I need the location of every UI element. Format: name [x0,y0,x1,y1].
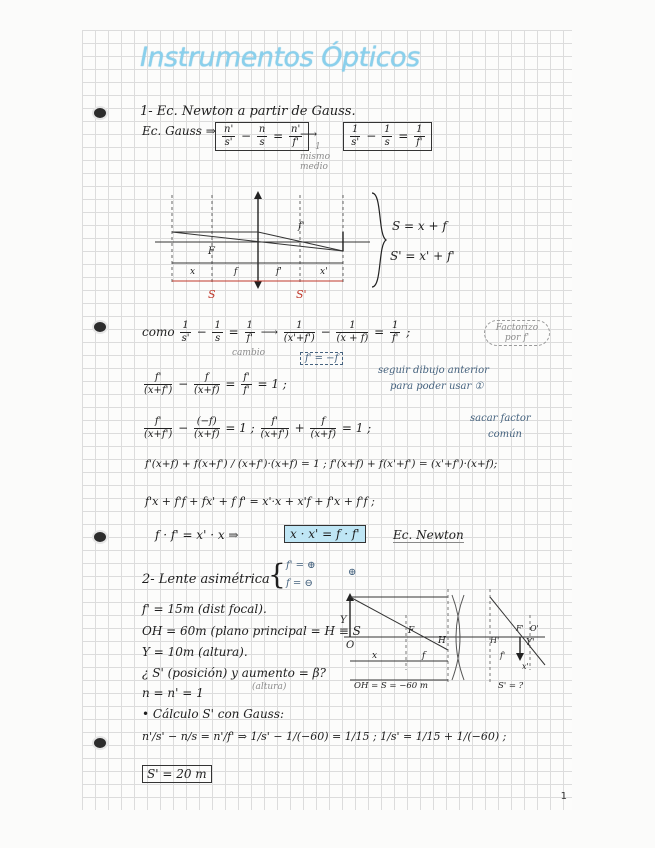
page-title: Instrumentos Ópticos [140,42,420,73]
page-margin [0,0,655,30]
label-OH: OH = S = −60 m [354,681,428,690]
page-margin [572,0,655,848]
pencil-altura: (altura) [252,682,287,692]
page-margin [0,810,655,848]
label-F: F [408,626,415,636]
step1-prefix: como [142,325,175,339]
label-f-prime-small: f' [500,651,506,660]
step2-line: $\frac{f'}{(x+f')}$ − $\frac{f}{(x+f)}$ = $\frac{f'}{f'}$ = 1 ; [144,372,287,396]
page-number: 1 [560,791,567,802]
arrow-note: 1 [315,142,321,152]
label-f: f [422,651,426,661]
page-margin [0,0,82,848]
stamp-note: Factorizo por f' [484,320,550,346]
label-O-prime: O' [530,624,539,633]
pencil-note: cambio [232,348,265,358]
label-f-prime: f' [298,221,305,232]
label-F: F [208,246,215,257]
label-Y-prime: Y' [526,638,535,648]
lens-diagram-2 [340,585,550,690]
label-fp: f' [276,267,282,277]
arrow-icon: ⟶ [300,127,318,141]
binder-hole-icon [94,532,106,542]
note-common-factor: sacar factor [470,413,531,424]
label-Y: Y [340,615,347,626]
result-box: S' = 20 m [142,765,212,783]
label-H-prime: H' [490,636,500,645]
label-H: H [438,636,446,646]
data-line: Y = 10m (altura). [142,645,248,659]
section-1-heading: 1- Ec. Newton a partir de Gauss. [140,104,356,119]
newton-label: Ec. Newton [393,528,464,542]
label-S-prime: S' = ? [498,681,524,690]
condition-1: f' = ⊕ [286,560,316,571]
gauss-general-equation: $\frac{n'}{s'}$ − $\frac{n}{s}$ = $\frac{n'}{f'}$ [215,122,309,151]
note-follow: seguir dibujo anterior [378,365,489,376]
plus-symbol: ⊕ [348,567,357,578]
gauss-calc-line: n'/s' − n/s = n'/f' ⇒ 1/s' − 1/(−60) = 1/15 ; 1/s' = 1/15 + 1/(−60) ; [142,730,507,743]
arrow-note: medio [300,162,328,172]
label-xp: x' [320,267,328,277]
lens-diagram-1 [150,185,455,300]
binder-hole-icon [94,322,106,332]
label-S: S [208,288,216,300]
gauss-label: Ec. Gauss ⇒ [142,124,216,138]
label-x: x [372,651,378,661]
relation-sp: S' = x' + f' [390,249,455,263]
relation-s: S = x + f [392,219,447,233]
section-2-heading: 2- Lente asimétrica [142,572,270,587]
condition-2: f = ⊖ [286,578,313,589]
calc-heading: • Cálculo S' con Gauss: [142,707,285,721]
label-x-prime: x' [522,662,529,671]
step3-line: $\frac{f'}{(x+f')}$ − $\frac{(-f)}{(x+f)}$ = 1 ; $\frac{f'}{(x+f')}$ + $\frac{f}{(x+f)}$ = 1 ; [144,416,372,440]
label-O: O [346,640,355,651]
brace-icon: { [268,558,286,591]
gauss-thin-lens-equation: $\frac{1}{s'}$ − $\frac{1}{s}$ = $\frac{1}{f'}$ [343,122,432,151]
note-fprime: f' = −f [300,352,343,365]
label-x: x [190,267,196,277]
binder-hole-icon [94,108,106,118]
label-F-prime: F' [516,624,524,633]
data-line: OH = 60m (plano principal = H ≡ S [142,624,361,638]
label-S-prime: S' [296,288,307,300]
n-equal-line: n = n' = 1 [142,686,204,700]
binder-hole-icon [94,738,106,748]
step4-line: f'(x+f) + f(x+f') / (x+f')·(x+f) = 1 ; f'(x+f) + f(x'+f') = (x'+f')·(x+f); [145,458,498,470]
data-line: ¿ S' (posición) y aumento = β? [142,666,326,680]
step1-denominator: (x + f) [336,333,369,344]
step6-left: f · f' = x' · x ⇒ [155,528,239,542]
data-line: f' = 15m (dist focal). [142,602,267,616]
note-follow-2: para poder usar ① [390,381,484,392]
note-common-factor-2: común [488,429,522,440]
step1-line: como $\frac{1}{s'}$ − $\frac{1}{s}$ = $\frac{1}{f'}$ ⟶ $\frac{1}{(x'+f')}$ − $\frac{1}{(x + f)}$ = $\frac{1}{f'}$ ; [142,320,411,344]
step3-tail: = 1 ; [341,421,372,435]
step5-line: f'x + f'f + fx' + f f' = x'·x + x'f + f'x + f'f ; [145,495,375,508]
newton-equation-box: x · x' = f · f' [284,525,366,543]
arrow-note: mismo [300,152,330,162]
label-f: f [234,267,238,277]
